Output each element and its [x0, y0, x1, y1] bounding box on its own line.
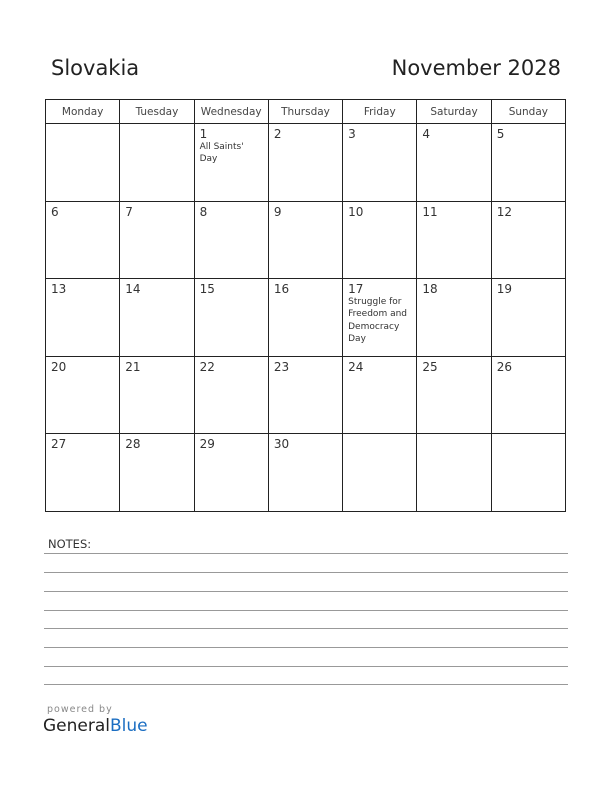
day-number: 26 [496, 359, 512, 374]
powered-by-text: powered by [47, 704, 113, 715]
week-row [46, 434, 566, 512]
day-cell [268, 201, 342, 279]
week-row [46, 356, 566, 434]
note-line [44, 572, 568, 573]
holiday-label: All Saints' Day [199, 142, 244, 165]
day-number: 11 [422, 204, 438, 219]
day-number: 14 [125, 282, 141, 297]
day-cell [343, 356, 417, 434]
day-number: 3 [348, 127, 356, 141]
day-cell [417, 201, 491, 279]
day-cell [46, 124, 120, 202]
note-line [44, 553, 568, 554]
week-row [46, 201, 566, 279]
day-cell [491, 201, 565, 279]
day-number: 23 [273, 359, 290, 374]
day-number: 29 [199, 437, 215, 452]
note-line [44, 591, 568, 592]
day-cell [417, 279, 491, 357]
calendar-grid [45, 99, 566, 512]
day-cell [268, 279, 342, 357]
day-cell [194, 279, 268, 357]
day-cell [491, 124, 565, 202]
day-cell [46, 356, 120, 434]
notes-label: NOTES: [48, 537, 92, 551]
day-cell [46, 434, 120, 512]
week-row [46, 279, 566, 357]
brand-blue: Blue [110, 716, 148, 736]
day-number: 17 [348, 282, 364, 297]
day-number: 16 [273, 282, 290, 297]
day-cell [120, 434, 194, 512]
day-cell [343, 434, 417, 512]
day-cell [268, 356, 342, 434]
day-cell [491, 434, 565, 512]
day-number: 27 [51, 437, 67, 452]
day-cell [194, 201, 268, 279]
weekday-header: Tuesday [120, 100, 194, 124]
generalblue-logo [43, 716, 148, 736]
month-title: November 2028 [391, 56, 561, 80]
day-number: 2 [273, 127, 282, 141]
day-number: 1 [199, 127, 208, 141]
holiday-label: Struggle for Freedom and Democracy Day [348, 297, 408, 345]
day-number: 30 [273, 437, 290, 452]
day-cell [491, 279, 565, 357]
day-cell [194, 434, 268, 512]
country-title: Slovakia [51, 56, 140, 80]
day-number: 18 [422, 282, 438, 297]
day-cell [343, 201, 417, 279]
day-cell [268, 124, 342, 202]
day-cell [120, 356, 194, 434]
day-number: 22 [199, 359, 215, 374]
day-cell [120, 124, 194, 202]
week-row [46, 124, 566, 202]
day-cell [417, 356, 491, 434]
day-number: 12 [496, 204, 512, 219]
day-number: 19 [496, 282, 512, 297]
day-cell [46, 279, 120, 357]
day-number: 8 [199, 204, 208, 219]
day-cell [268, 434, 342, 512]
weekday-header: Friday [343, 100, 417, 124]
day-number: 7 [125, 204, 133, 219]
day-number: 4 [422, 127, 431, 141]
day-number: 28 [125, 437, 141, 452]
day-number: 13 [51, 282, 67, 297]
day-number: 5 [496, 127, 505, 141]
day-number: 10 [348, 204, 364, 219]
day-cell [46, 201, 120, 279]
day-cell [194, 124, 268, 202]
note-line [44, 684, 568, 685]
weekday-header: Monday [46, 100, 120, 124]
day-cell [491, 356, 565, 434]
note-line [44, 610, 568, 611]
day-number: 9 [273, 204, 282, 219]
note-line [44, 628, 568, 629]
weekday-header: Thursday [268, 100, 342, 124]
note-line [44, 647, 568, 648]
day-cell [120, 279, 194, 357]
day-cell [417, 434, 491, 512]
weekday-header: Saturday [417, 100, 491, 124]
day-number: 24 [348, 359, 364, 374]
day-cell [417, 124, 491, 202]
weekday-header: Sunday [491, 100, 565, 124]
day-cell [194, 356, 268, 434]
day-number: 21 [125, 359, 141, 374]
day-cell [343, 124, 417, 202]
weekday-header-row [46, 100, 566, 124]
day-number: 20 [51, 359, 67, 374]
note-line [44, 666, 568, 667]
weekday-header: Wednesday [194, 100, 268, 124]
day-number: 25 [422, 359, 438, 374]
day-cell [343, 279, 417, 357]
brand-general: General [43, 716, 110, 736]
day-cell [120, 201, 194, 279]
day-number: 6 [51, 204, 59, 219]
day-number: 15 [199, 282, 215, 297]
